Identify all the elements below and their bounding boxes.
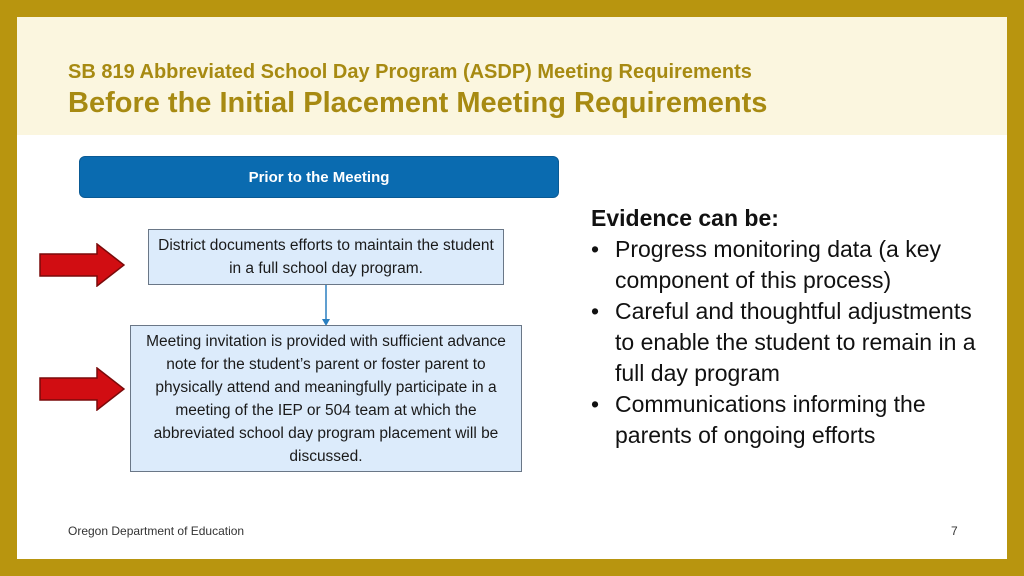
bullet-icon: •	[591, 391, 600, 417]
evidence-item-text: Progress monitoring data (a key component of this process)	[615, 236, 941, 293]
slide	[17, 17, 1007, 559]
bullet-icon: •	[591, 236, 600, 262]
red-arrow-icon	[39, 367, 125, 411]
evidence-title: Evidence can be:	[591, 205, 779, 231]
evidence-list	[591, 234, 981, 451]
slide-subtitle: SB 819 Abbreviated School Day Program (ASDP) Meeting Requirements	[68, 61, 752, 83]
evidence-item-text: Careful and thoughtful adjustments to enable the student to remain in a full day program	[615, 298, 976, 386]
slide-title: Before the Initial Placement Meeting Requirements	[68, 87, 768, 119]
evidence-item	[591, 296, 981, 389]
step-document-efforts-text: District documents efforts to maintain the student in a full school day program.	[158, 237, 494, 277]
evidence-item-text: Communications informing the parents of ongoing efforts	[615, 391, 926, 448]
connector-arrow-icon	[320, 285, 332, 327]
evidence-item	[591, 389, 981, 451]
footer-org: Oregon Department of Education	[68, 524, 245, 538]
evidence-panel	[591, 203, 981, 451]
prior-to-meeting-banner	[79, 156, 559, 198]
step-meeting-invitation-text: Meeting invitation is provided with sufficient advance note for the student’s parent or foster parent to physically attend and meaningfully participate in a meeting of the IEP or 504 team at which the abbreviated school day program placement will be discussed.	[146, 332, 506, 465]
page-number: 7	[951, 524, 958, 538]
header-band	[17, 17, 1007, 135]
step-meeting-invitation-box	[130, 325, 522, 472]
red-arrow-icon	[39, 243, 125, 287]
step-document-efforts-box	[148, 229, 504, 285]
evidence-item	[591, 234, 981, 296]
prior-to-meeting-label: Prior to the Meeting	[248, 168, 390, 186]
bullet-icon: •	[591, 298, 600, 324]
